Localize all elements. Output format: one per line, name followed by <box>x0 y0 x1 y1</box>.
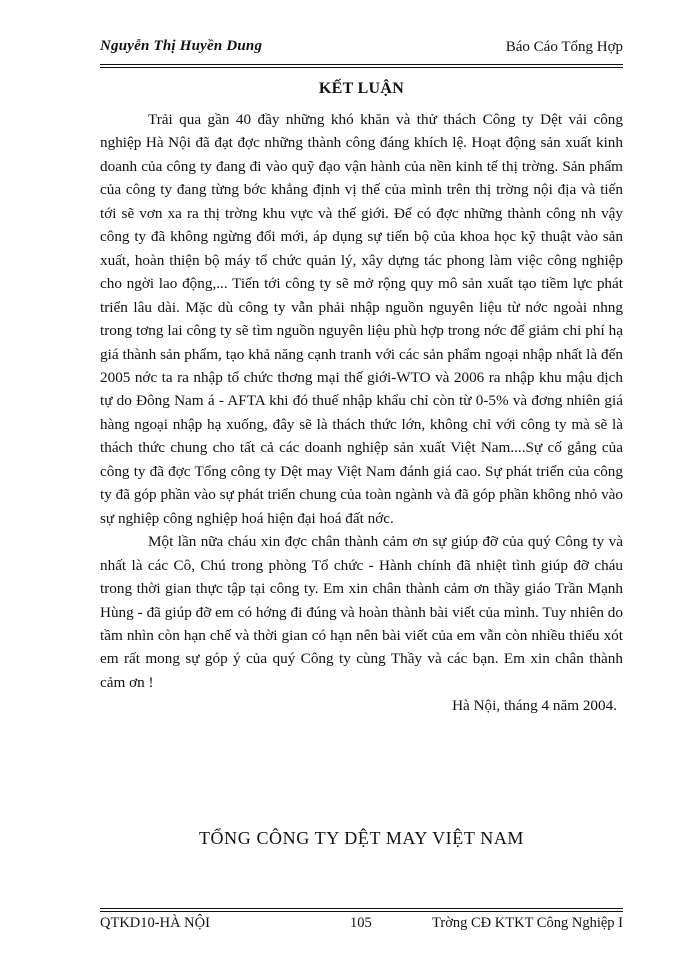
signature-place-date: Hà Nội, tháng 4 năm 2004. <box>452 697 617 715</box>
body-text <box>100 108 623 718</box>
organization-name: TỔNG CÔNG TY DỆT MAY VIỆT NAM <box>198 828 525 848</box>
paragraph-acknowledgement: Một lần nữa cháu xin đợc chân thành cảm ơn sự giúp đỡ của quý Công ty và nhất là các Cô, Chú trong phòng Tổ chức - Hành chính đã nhiệt tình giúp đỡ cháu trong thời gian thực tập tại công ty. Em xin chân thành cảm ơn thầy giáo Trần Mạnh Hùng - đã giúp đỡ em có hớng đi đúng và hoàn thành bài viết của mình. Tuy nhiên do tầm nhìn còn hạn chế và thời gian có hạn nên bài viết của em vẫn còn nhiều thiếu xót em rất mong sự góp ý của quý Công ty cùng Thầy và các bạn. Em xin chân thành cảm ơn ! <box>100 533 623 691</box>
header-divider <box>100 64 623 68</box>
footer-school-name: Trờng CĐ KTKT Công Nghiệp I <box>432 915 623 931</box>
page-header <box>100 38 623 66</box>
footer-divider <box>100 908 623 912</box>
section-title: KẾT LUẬN <box>318 80 405 97</box>
header-author-name: Nguyễn Thị Huyền Dung <box>100 38 263 54</box>
paragraph-conclusion: Trải qua gần 40 đầy những khó khăn và thử thách Công ty Dệt vải công nghiệp Hà Nội đã đạt đợc những thành công đáng khích lệ. Hoạt động sản xuất kinh doanh của công ty đang đi vào quỹ đạo vận hành của nền kinh tế thị trờng. Sản phẩm của công ty đang từng bớc khẳng định vị thế của mình trên thị trờng nội địa và tiến tới sẽ vơn xa ra thị trờng khu vực và thế giới. Để có đợc những thành công nh vậy công ty đã không ngừng đổi mới, áp dụng sự tiến bộ của khoa học kỹ thuật vào sản xuất, hoàn thiện bộ máy tổ chức quản lý, xây dựng tác phong làm việc công nghiệp cho ngời lao động,... Tiến tới công ty sẽ mở rộng quy mô sản xuất tạo tiềm lực phát triển lâu dài. Mặc dù công ty vẫn phải nhập nguồn nguyên liệu từ nớc ngoài nhng trong tơng lai công ty sẽ tìm nguồn nguyên liệu phù hợp trong nớc để giảm chi phí hạ giá thành sản phẩm, tạo khả năng cạnh tranh với các sản phẩm ngoại nhập nhất là đến 2005 nớc ta ra nhập tổ chức thơng mại thế giới-WTO và 2006 ra nhập khu mậu dịch tự do Đông Nam á - AFTA khi đó thuế nhập khẩu chỉ còn từ 0-5% và đơng nhiên giá hàng ngoại nhập hạ xuống, đây sẽ là thách thức lớn, không chỉ với công ty mà sẽ là thách thức chung cho tất cả các doanh nghiệp sản xuất Việt Nam....Sự cố gắng của công ty đã đợc Tổng công ty Dệt may Việt Nam đánh giá cao. Sự phát triển của công ty đã góp phần vào sự phát triển chung của toàn ngành và đã góp phần không nhỏ vào sự nghiệp công nghiệp hoá hiện đại hoá đất nớc. <box>100 111 623 527</box>
header-report-title: Báo Cáo Tổng Hợp <box>505 39 623 55</box>
page-footer <box>100 915 623 939</box>
footer-page-number: 105 <box>350 915 372 931</box>
footer-class-code: QTKD10-HÀ NỘI <box>100 915 210 931</box>
